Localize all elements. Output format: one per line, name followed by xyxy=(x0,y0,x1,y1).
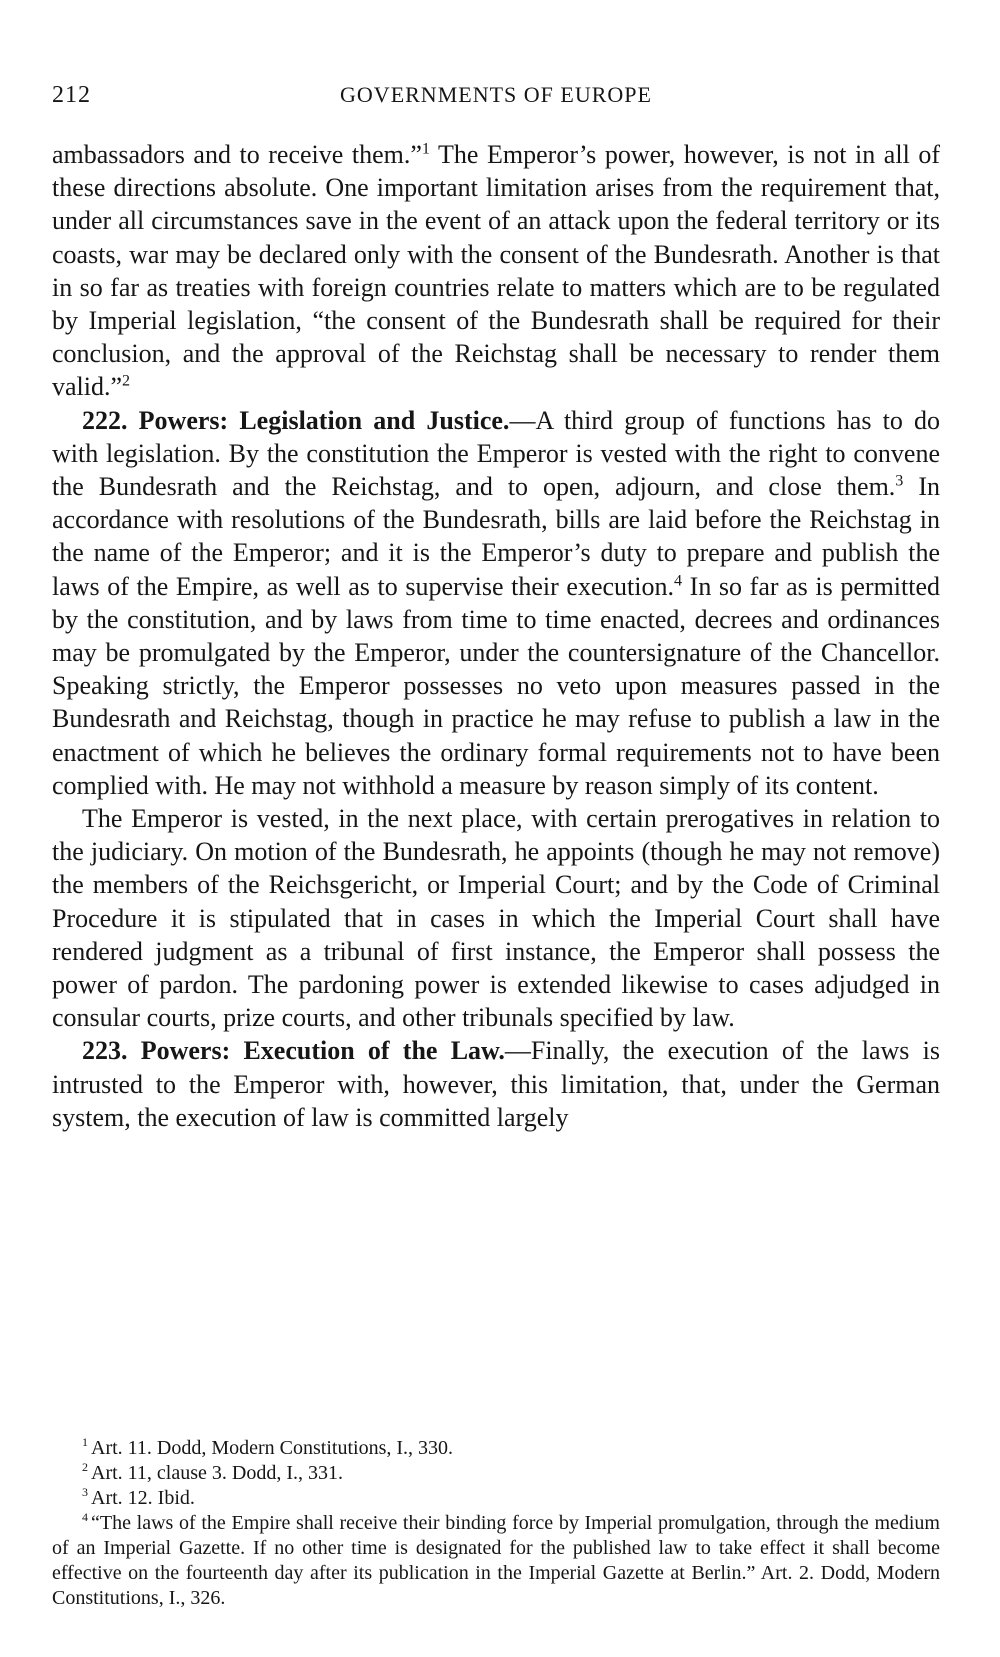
footnote-ref-4: 4 xyxy=(673,571,683,589)
paragraph-1 xyxy=(52,138,940,404)
footnote-ref-2: 2 xyxy=(122,372,131,390)
footnote-text: Art. 11, clause 3. Dodd, I., 331. xyxy=(91,1462,343,1484)
paragraph-2-text-c: In so far as is permitted by the constitution, and by laws from time to time enacted, decrees and ordinances may be promulgated by the Emperor, under the countersignature of the Chancellor. Speaking strictly, the Emperor possesses no veto upon measures passed in the Bundesrath and Reichstag, though in practice he may refuse to publish a law in the enactment of which he believes the ordinary formal requirements not to have been complied with. He may not withhold a measure by reason simply of its content. xyxy=(52,571,941,800)
footnote-2 xyxy=(52,1461,940,1486)
footnote-1 xyxy=(52,1436,940,1461)
footnote-ref-3: 3 xyxy=(895,472,904,490)
footnote-mark: 3 xyxy=(82,1485,88,1500)
footnote-text: “The laws of the Empire shall receive their binding force by Imperial promulgation, through the medium of an Imperial Gazette. If no other time is designated for the published law to take effect it shall become effective on the fourteenth day after its publication in the Imperial Gazette at Berlin.” Art. 2. Dodd, Modern Constitutions, I., 326. xyxy=(52,1512,940,1609)
running-head: GOVERNMENTS OF EUROPE xyxy=(340,82,652,107)
paragraph-3: The Emperor is vested, in the next place, with certain prerogatives in relation to the judiciary. On motion of the Bundesrath, he appoints (though he may not remove) the members of the Reichsgericht, or Imperial Court; and by the Code of Criminal Procedure it is stipulated that in cases in which the Imperial Court shall have rendered judgment as a tribunal of first instance, the Emperor shall possess the power of pardon. The pardoning power is extended likewise to cases adjudged in consular courts, prize courts, and other tribunals specified by law. xyxy=(52,804,940,1033)
paragraph-4-text-a: —Finally, the execution of the laws is intrusted to the Emperor with, however, this limitation, that, under the German system, the execution of law is committed largely xyxy=(52,1036,940,1132)
footnote-3 xyxy=(52,1486,940,1511)
footnote-mark: 1 xyxy=(82,1435,88,1450)
footnotes xyxy=(52,1436,940,1611)
paragraph-2 xyxy=(52,404,940,802)
paragraph-1-text-a: ambassadors and to receive them.” xyxy=(52,140,422,169)
section-heading-223: 223. Powers: Execution of the Law. xyxy=(82,1036,505,1066)
paragraph-2-text-a: —A third group of functions has to do with legislation. By the constitution the Emperor is vested with the right to convene the Bundesrath and the Reichstag, and to open, adjourn, and close them. xyxy=(52,405,941,502)
footnote-text: Art. 12. Ibid. xyxy=(91,1487,195,1509)
paragraph-2-text-b: In accordance with resolutions of the Bundesrath, bills are laid before the Reichstag in the name of the Emperor; and it is the Emperor’s duty to prepare and publish the laws of the Empire, as well as to supervise their execution. xyxy=(52,472,940,601)
page-header xyxy=(52,80,940,110)
paragraph-4 xyxy=(52,1034,940,1134)
paragraph-1-text-b: The Emperor’s power, however, is not in all of these directions absolute. One important limitation arises from the requirement that, under all circumstances save in the event of an attack upon the federal territory or its coasts, war may be declared only with the consent of the Bundesrath. Another is that in so far as treaties with foreign countries relate to matters which are to be regulated by Imperial legislation, “the consent of the Bundesrath shall be required for their conclusion, and the approval of the Reichstag shall be necessary to render them valid.” xyxy=(52,140,940,402)
footnote-mark: 2 xyxy=(82,1460,88,1475)
footnote-ref-1: 1 xyxy=(421,140,430,158)
footnote-4 xyxy=(52,1511,940,1611)
body-text xyxy=(52,138,940,1134)
page-number: 212 xyxy=(52,82,91,108)
footnote-mark: 4 xyxy=(82,1510,88,1525)
footnote-text: Art. 11. Dodd, Modern Constitutions, I., 330. xyxy=(91,1437,454,1459)
section-heading-222: 222. Powers: Legislation and Justice. xyxy=(82,405,510,435)
